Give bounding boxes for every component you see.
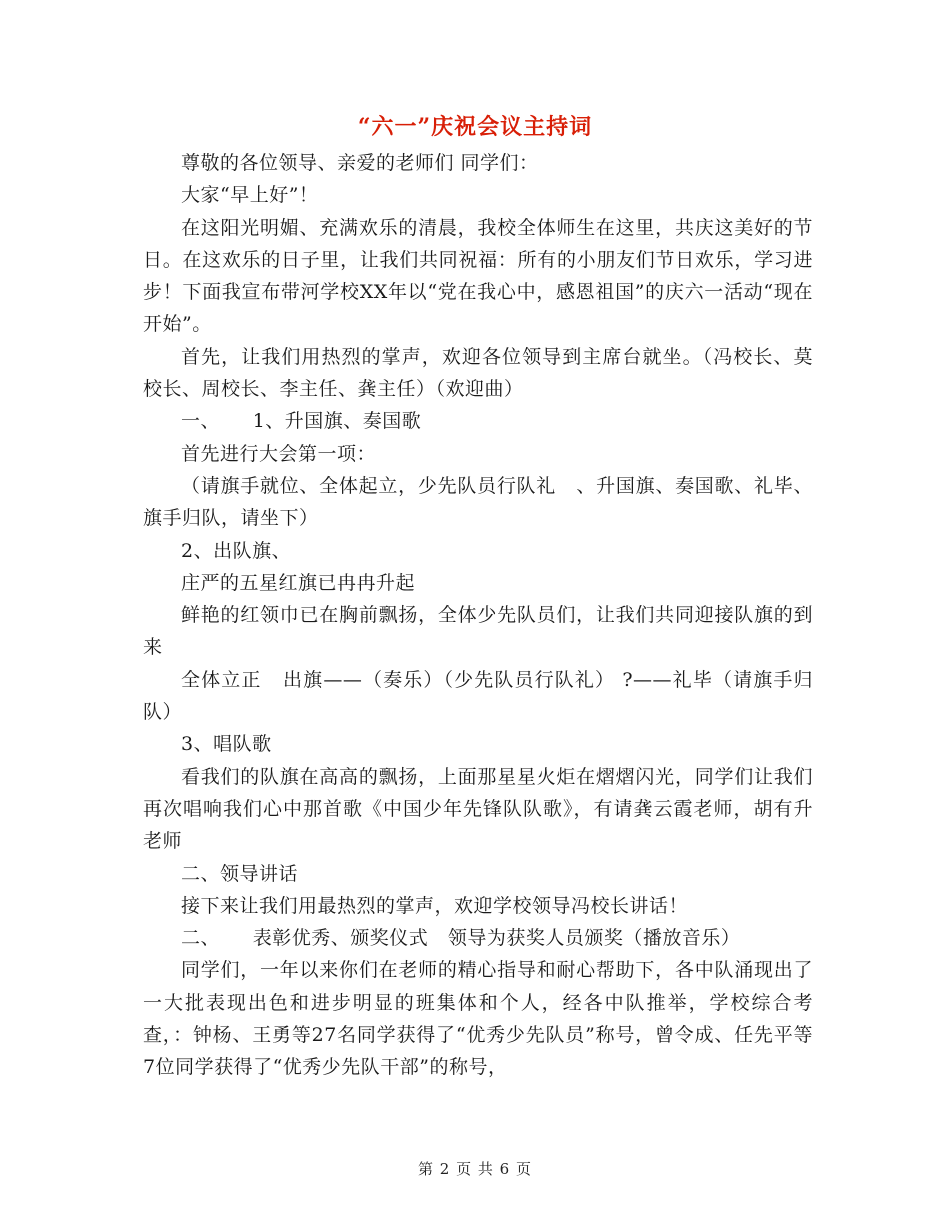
document-body (143, 147, 813, 1084)
document-title: “六一”庆祝会议主持词 (357, 114, 593, 140)
paragraph-section-one: 一、 1、升国旗、奏国歌 (181, 410, 422, 433)
paragraph-flag-raised: 庄严的五星红旗已冉冉升起 (181, 571, 416, 594)
paragraph-anthem-intro: 看我们的队旗在高高的飘扬，上面那星星火炬在熠熠闪光，同学们让我们再次唱响我们心中那首歌《中国少年先锋队队歌》，有请龚云霞老师，胡有升老师 (143, 765, 813, 853)
paragraph-first-item: 首先进行大会第一项： (181, 442, 377, 465)
paragraph-flag-instructions: （请旗手就位、全体起立，少先队员行队礼 、升国旗、奏国歌、礼毕、旗手归队，请坐下） (143, 474, 813, 530)
paragraph-sing-anthem: 3、唱队歌 (181, 733, 272, 756)
paragraph-red-scarf: 鲜艳的红领巾已在胸前飘扬，全体少先队员们，让我们共同迎接队旗的到来 (143, 604, 813, 659)
page-number: 第 2 页 共 6 页 (418, 1160, 532, 1178)
paragraph-team-flag: 2、出队旗、 (181, 539, 292, 562)
paragraph-leader-speech: 二、领导讲话 (181, 862, 299, 885)
paragraph-opening: 在这阳光明媚、充满欢乐的清晨，我校全体师生在这里，共庆这美好的节日。在这欢乐的日子里，让我们共同祝福：所有的小朋友们节日欢乐，学习进步！下面我宣布带河学校XX年以“党在我心中，感恩祖国”的庆六一活动“现在开始”。 (143, 216, 813, 336)
paragraph-awards-section: 二、 表彰优秀、颁奖仪式 领导为获奖人员颁奖（播放音乐） (181, 927, 741, 950)
paragraph-good-morning: 大家“早上好”！ (181, 184, 319, 207)
paragraph-speech-intro: 接下来让我们用最热烈的掌声，欢迎学校领导冯校长讲话！ (181, 894, 689, 917)
paragraph-greeting: 尊敬的各位领导、亲爱的老师们 同学们： (181, 152, 539, 174)
paragraph-stand-attention: 全体立正 出旗——（奏乐）（少先队员行队礼） ?——礼毕（请旗手归队） (143, 668, 813, 724)
paragraph-awards-details: 同学们，一年以来你们在老师的精心指导和耐心帮助下，各中队涌现出了一大批表现出色和进步明显的班集体和个人，经各中队推举，学校综合考查，：钟杨、王勇等27名同学获得了“优秀少先队员”称号，曾令成、任先平等7位同学获得了“优秀少先队干部”的称号， (143, 959, 813, 1079)
paragraph-welcome-leaders: 首先，让我们用热烈的掌声，欢迎各位领导到主席台就坐。（冯校长、莫校长、周校长、李主任、龚主任）（欢迎曲） (143, 345, 813, 401)
